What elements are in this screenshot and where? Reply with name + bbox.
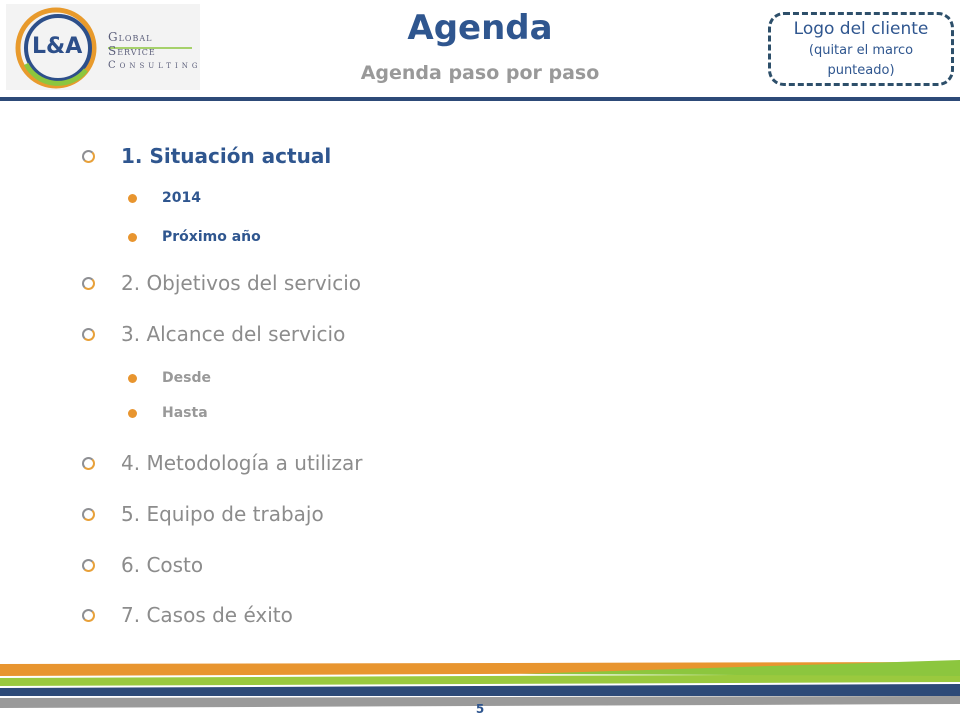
agenda-item-label: 4. Metodología a utilizar xyxy=(121,451,363,475)
agenda-subitem-label: Hasta xyxy=(162,405,208,421)
bullet-ring-icon xyxy=(82,559,95,572)
bullet-ring-icon xyxy=(82,609,95,622)
agenda-item-label: 1. Situación actual xyxy=(121,144,332,168)
agenda-item-7 xyxy=(82,603,293,627)
agenda-item-label: 3. Alcance del servicio xyxy=(121,322,346,346)
logo-initials: L&A xyxy=(32,34,83,59)
agenda-subitem-label: Desde xyxy=(162,370,211,386)
client-logo-note: (quitar el marco punteado) xyxy=(808,43,914,78)
agenda-item-label: 6. Costo xyxy=(121,553,204,577)
bullet-ring-icon xyxy=(82,508,95,521)
agenda-item-6 xyxy=(82,553,203,577)
agenda-subitem xyxy=(128,370,211,386)
page-title: Agenda xyxy=(407,8,553,48)
agenda-item-1 xyxy=(82,144,331,168)
logo-line-2: Consulting xyxy=(108,60,202,71)
agenda-item-5 xyxy=(82,502,324,526)
agenda-subitem xyxy=(128,190,201,206)
page-subtitle: Agenda paso por paso xyxy=(360,62,600,84)
agenda-item-label: 2. Objetivos del servicio xyxy=(121,271,362,295)
bullet-ring-icon xyxy=(82,150,95,163)
client-logo-label: Logo del cliente xyxy=(793,19,929,39)
agenda-subitem xyxy=(128,405,208,421)
bullet-ring-icon xyxy=(82,277,95,290)
bullet-dot-icon xyxy=(128,233,137,242)
bullet-dot-icon xyxy=(128,409,137,418)
bullet-dot-icon xyxy=(128,374,137,383)
agenda-subitem-label: Próximo año xyxy=(162,229,261,245)
agenda-item-3 xyxy=(82,322,345,346)
agenda-item-label: 7. Casos de éxito xyxy=(121,603,293,627)
bullet-ring-icon xyxy=(82,457,95,470)
bullet-dot-icon xyxy=(128,194,137,203)
logo-line-1: Global Service xyxy=(108,30,156,58)
agenda-item-2 xyxy=(82,271,361,295)
agenda-subitem xyxy=(128,229,261,245)
agenda-item-label: 5. Equipo de trabajo xyxy=(121,502,324,526)
page-number: 5 xyxy=(475,702,485,716)
bullet-ring-icon xyxy=(82,328,95,341)
agenda-item-4 xyxy=(82,451,362,475)
agenda-subitem-label: 2014 xyxy=(162,190,201,206)
